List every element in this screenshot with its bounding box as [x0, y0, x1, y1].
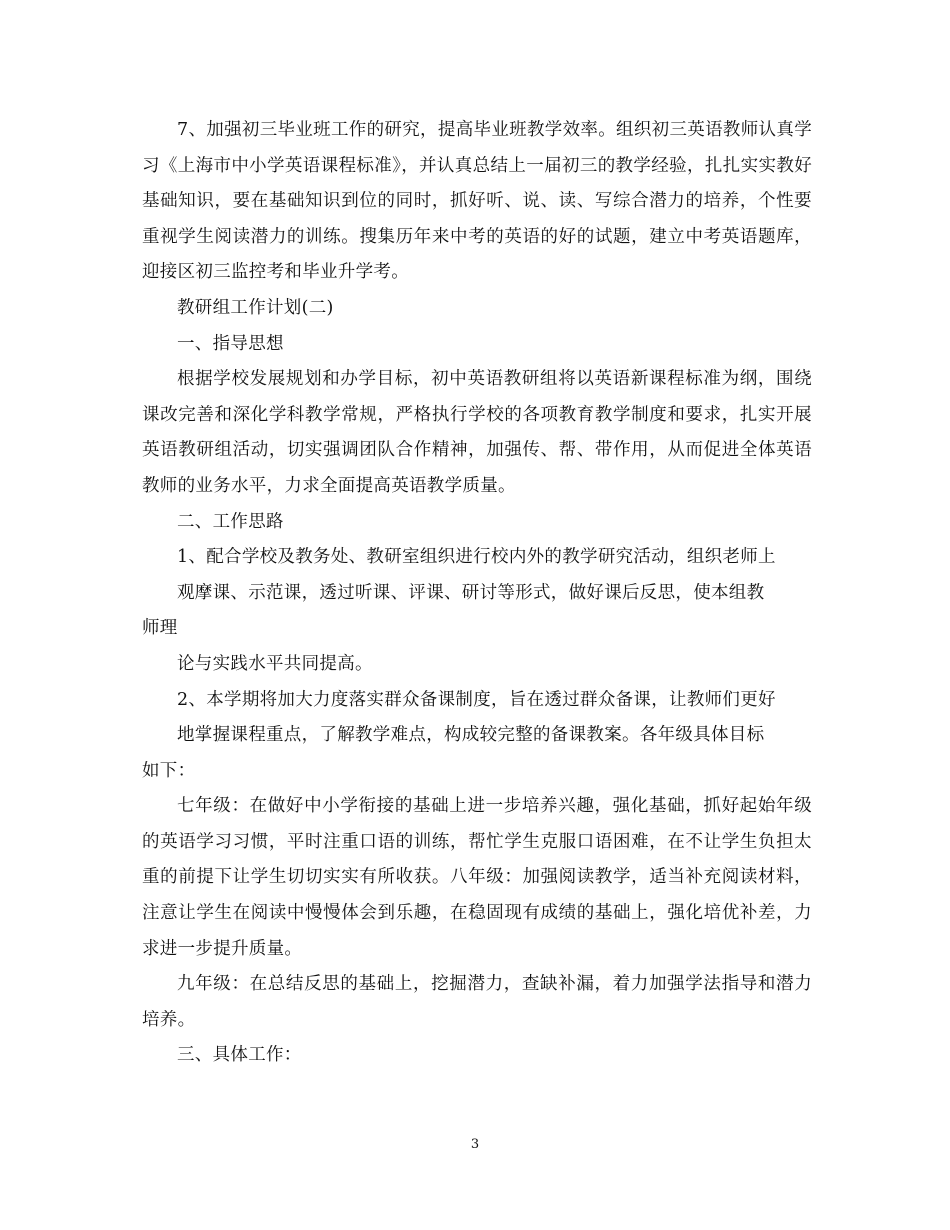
paragraph-item-2-line-2: 地掌握课程重点，了解教学难点，构成较完整的备课教案。各年级具体目标 — [177, 725, 765, 746]
paragraph-item-1-line-3: 师理 — [142, 618, 178, 639]
paragraph-item-2-line-3: 如下： — [142, 760, 196, 781]
paragraph-guiding-ideology: 根据学校发展规划和办学目标，初中英语教研组将以英语新课程标准为纲，围绕课改完善和深化学科教学常规，严格执行学校的各项教育教学制度和要求，扎实开展英语教研组活动，切实强调团队合作精神，加强传、帮、带作用，从而促进全体英语教师的业务水平，力求全面提高英语教学质量。 — [142, 369, 812, 496]
page-number: 3 — [470, 1137, 480, 1152]
heading-specific-work: 三、具体工作： — [177, 1045, 302, 1066]
heading-work-approach: 二、工作思路 — [177, 511, 284, 532]
paragraph-grade-9: 九年级：在总结反思的基础上，挖掘潜力，查缺补漏，着力加强学法指导和潜力培养。 — [142, 974, 812, 1030]
section-title: 教研组工作计划(二) — [177, 297, 334, 318]
paragraph-item-7: 7、加强初三毕业班工作的研究，提高毕业班教学效率。组织初三英语教师认真学习《上海市中小学英语课程标准》，并认真总结上一届初三的教学经验，扎扎实实教好基础知识，要在基础知识到位的同时，抓好听、说、读、写综合潜力的培养，个性要重视学生阅读潜力的训练。搜集历年来中考的英语的好的试题，建立中考英语题库，迎接区初三监控考和毕业升学考。 — [142, 120, 812, 283]
paragraph-grade-7-8: 七年级：在做好中小学衔接的基础上进一步培养兴趣，强化基础，抓好起始年级的英语学习习惯，平时注重口语的训练，帮忙学生克服口语困难，在不让学生负担太重的前提下让学生切切实实有所收获。八年级：加强阅读教学，适当补充阅读材料，注意让学生在阅读中慢慢体会到乐趣，在稳固现有成绩的基础上，强化培优补差，力求进一步提升质量。 — [142, 796, 812, 959]
paragraph-item-1-line-1: 1、配合学校及教务处、教研室组织进行校内外的教学研究活动，组织老师上 — [177, 547, 776, 568]
heading-guiding-ideology: 一、指导思想 — [177, 333, 284, 354]
paragraph-item-1-line-4: 论与实践水平共同提高。 — [177, 653, 373, 674]
document-body — [142, 113, 812, 1074]
paragraph-item-1-line-2: 观摩课、示范课，透过听课、评课、研讨等形式，做好课后反思，使本组教 — [177, 582, 765, 603]
paragraph-item-2-line-1: 2、本学期将加大力度落实群众备课制度，旨在透过群众备课，让教师们更好 — [177, 689, 776, 710]
